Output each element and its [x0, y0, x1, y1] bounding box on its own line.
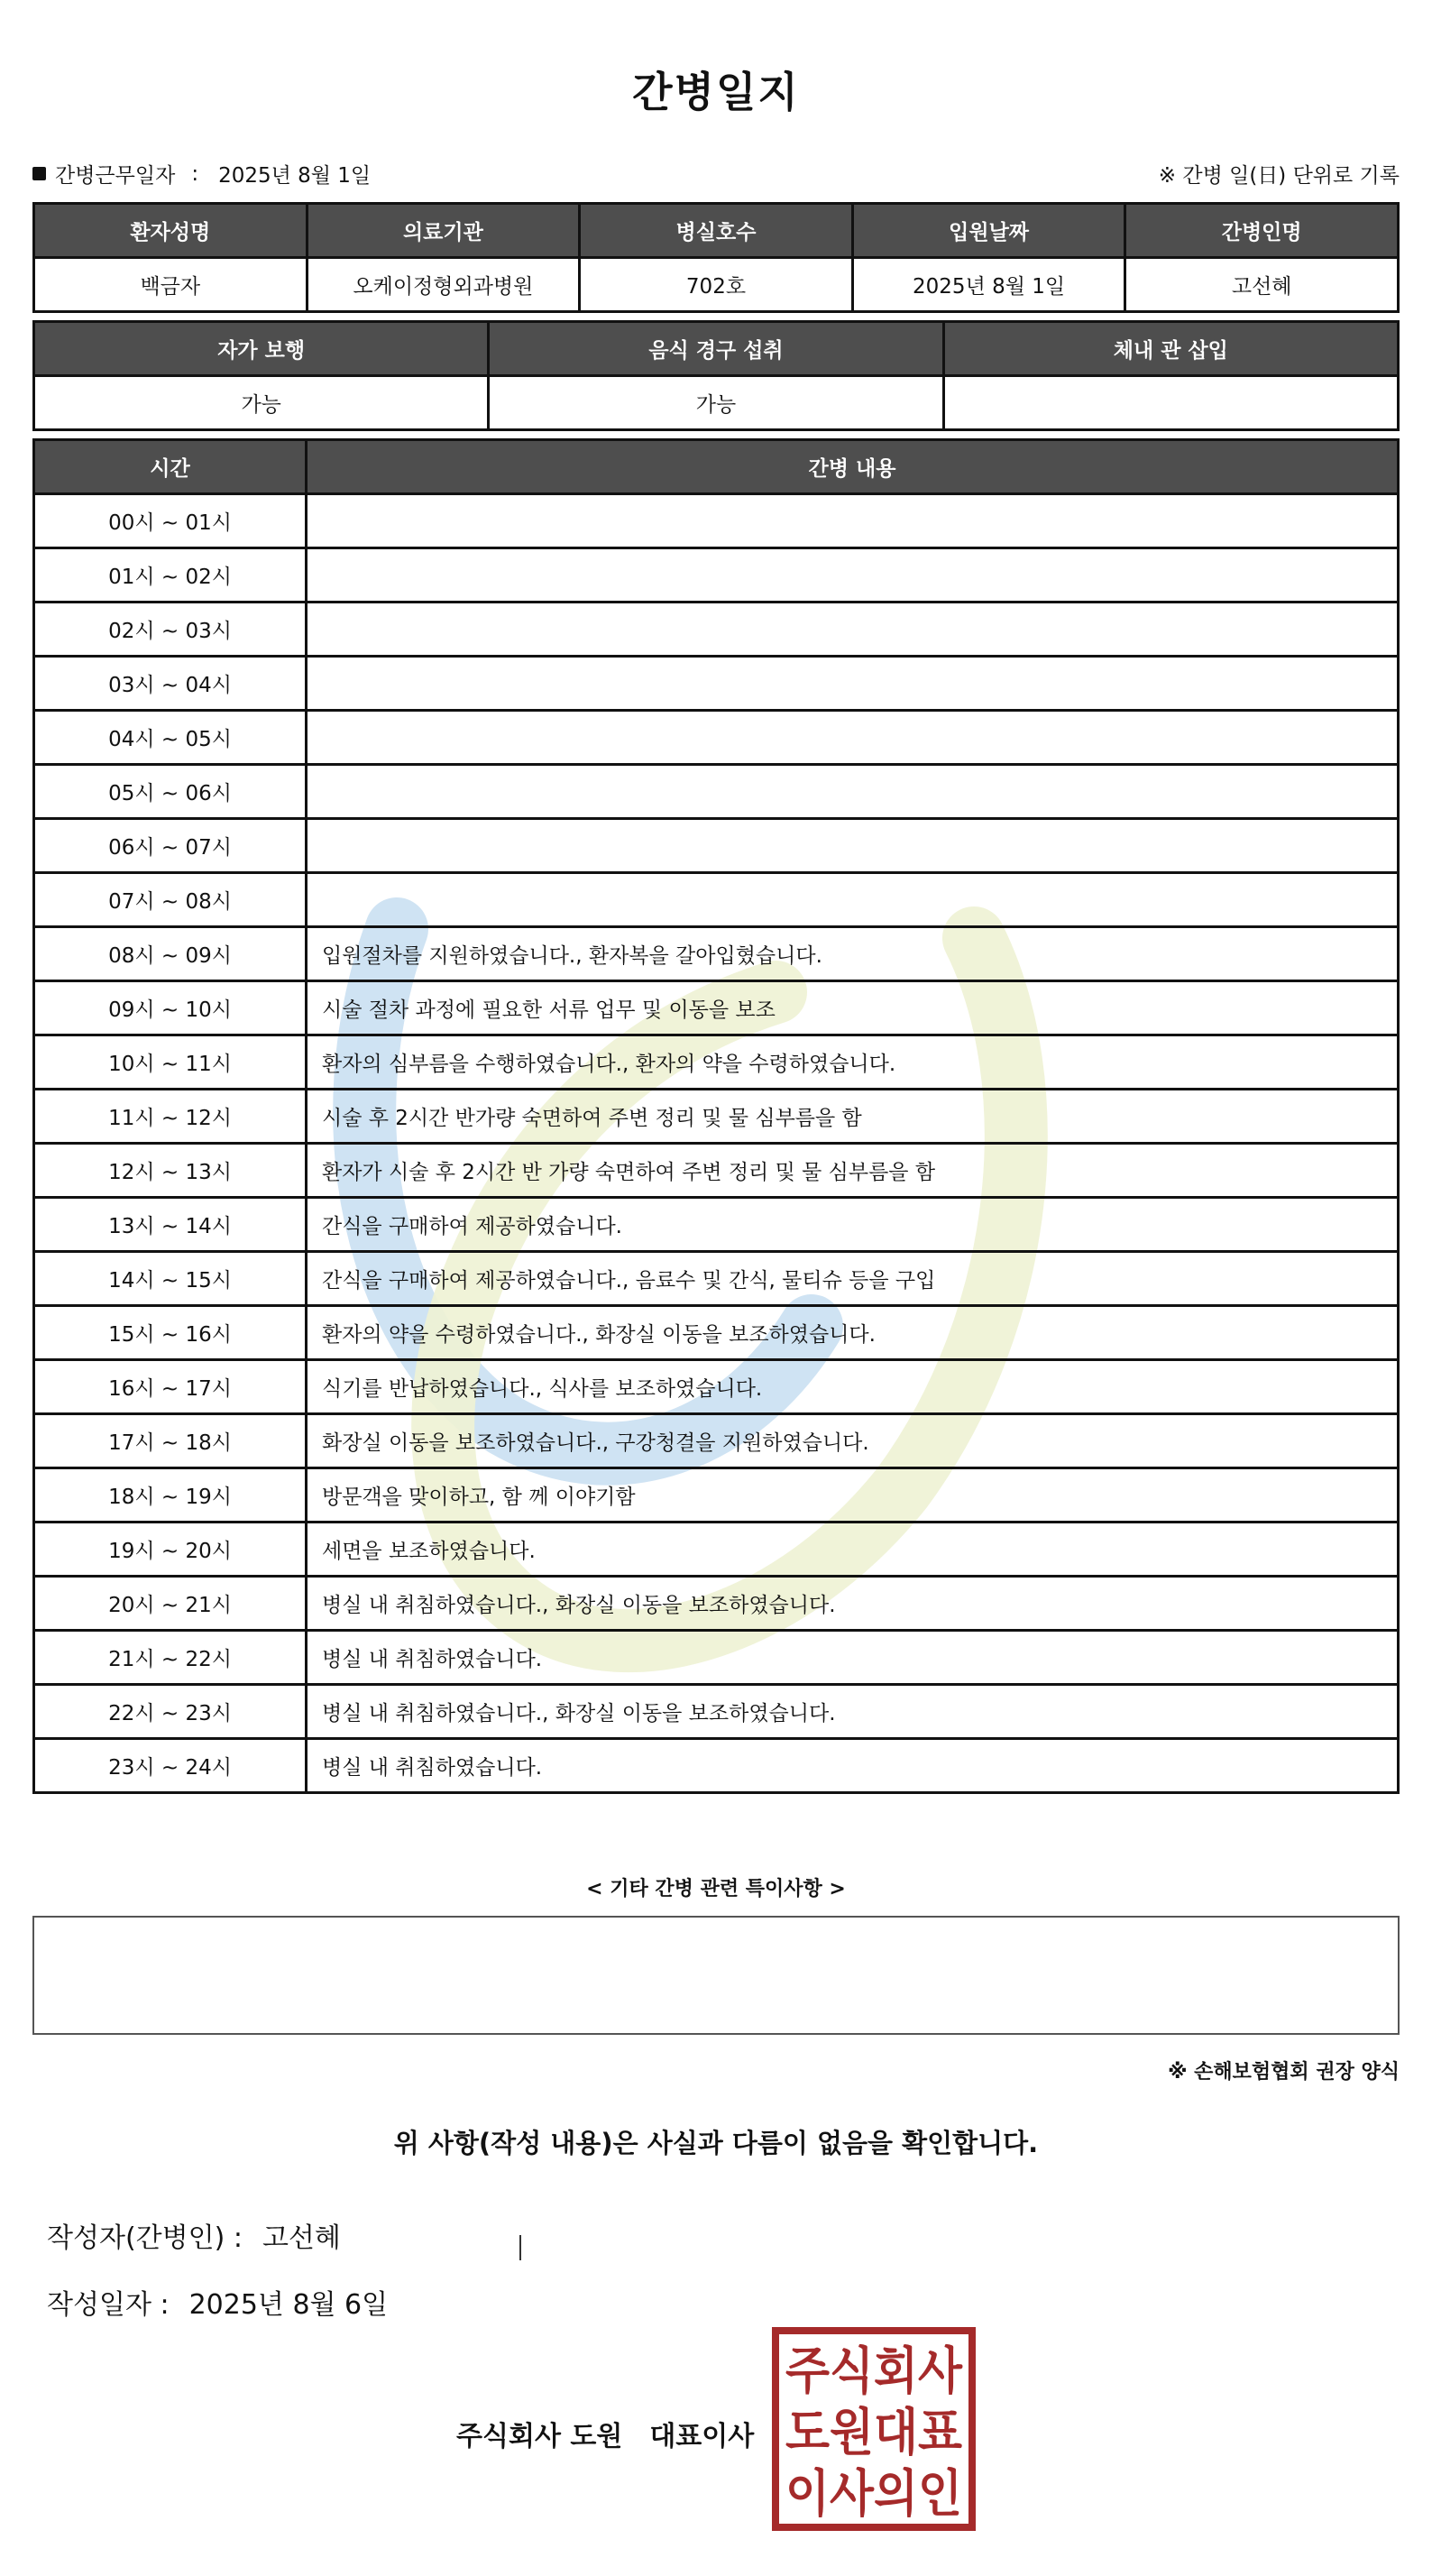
writer-line	[47, 2215, 341, 2255]
status-value-row	[34, 376, 1399, 430]
header-caregiver: 간병인명	[1125, 204, 1399, 258]
tube-insertion-value	[943, 376, 1398, 430]
log-row	[34, 981, 1399, 1035]
log-content: 환자의 심부름을 수행하였습니다., 환자의 약을 수령하였습니다.	[307, 1035, 1399, 1090]
notes-box	[32, 1916, 1400, 2035]
hospital-name: 오케이정형외과병원	[307, 258, 580, 312]
room-number: 702호	[580, 258, 853, 312]
hourly-log-table	[32, 438, 1400, 1794]
log-time: 13시 ~ 14시	[34, 1198, 307, 1252]
log-content	[307, 548, 1399, 603]
log-row	[34, 711, 1399, 765]
log-time: 10시 ~ 11시	[34, 1035, 307, 1090]
header-oral-intake: 음식 경구 섭취	[489, 322, 943, 376]
form-note: ※ 손해보험협회 권장 양식	[1168, 2061, 1400, 2084]
log-content: 환자의 약을 수령하였습니다., 화장실 이동을 보조하였습니다.	[307, 1306, 1399, 1360]
company-line	[456, 2414, 754, 2453]
log-time: 03시 ~ 04시	[34, 657, 307, 711]
header-room: 병실호수	[580, 204, 853, 258]
log-row	[34, 765, 1399, 819]
log-row	[34, 494, 1399, 548]
log-content: 식기를 반납하였습니다., 식사를 보조하였습니다.	[307, 1360, 1399, 1414]
log-row	[34, 1198, 1399, 1252]
log-time: 14시 ~ 15시	[34, 1252, 307, 1306]
log-time: 12시 ~ 13시	[34, 1144, 307, 1198]
log-time: 18시 ~ 19시	[34, 1468, 307, 1523]
written-date-line	[47, 2282, 388, 2322]
log-time: 19시 ~ 20시	[34, 1523, 307, 1577]
log-time: 23시 ~ 24시	[34, 1739, 307, 1793]
header-hospital: 의료기관	[307, 204, 580, 258]
log-row	[34, 548, 1399, 603]
header-admission-date: 입원날짜	[852, 204, 1125, 258]
log-row	[34, 1739, 1399, 1793]
log-time: 17시 ~ 18시	[34, 1414, 307, 1468]
writer-label: 작성자(간병인) :	[47, 2222, 243, 2254]
log-time: 05시 ~ 06시	[34, 765, 307, 819]
page-title: 간병일지	[632, 68, 800, 116]
log-time: 00시 ~ 01시	[34, 494, 307, 548]
log-content: 간식을 구매하여 제공하였습니다.	[307, 1198, 1399, 1252]
log-row	[34, 873, 1399, 927]
log-content: 간식을 구매하여 제공하였습니다., 음료수 및 간식, 물티슈 등을 구입	[307, 1252, 1399, 1306]
log-time: 21시 ~ 22시	[34, 1631, 307, 1685]
log-content	[307, 657, 1399, 711]
company-name: 주식회사 도원	[456, 2421, 623, 2452]
company-role: 대표이사	[649, 2421, 755, 2452]
log-content: 입원절차를 지원하였습니다., 환자복을 갈아입혔습니다.	[307, 927, 1399, 981]
log-time: 20시 ~ 21시	[34, 1577, 307, 1631]
patient-status-table	[32, 320, 1400, 431]
log-content	[307, 711, 1399, 765]
log-content: 세면을 보조하였습니다.	[307, 1523, 1399, 1577]
log-content	[307, 603, 1399, 657]
patient-name: 백금자	[34, 258, 308, 312]
patient-value-row	[34, 258, 1399, 312]
seal-line-3: 이사의인	[785, 2465, 962, 2524]
log-content: 화장실 이동을 보조하였습니다., 구강청결을 지원하였습니다.	[307, 1414, 1399, 1468]
log-content: 방문객을 맞이하고, 함 께 이야기함	[307, 1468, 1399, 1523]
log-content: 병실 내 취침하였습니다., 화장실 이동을 보조하였습니다.	[307, 1685, 1399, 1739]
log-time: 06시 ~ 07시	[34, 819, 307, 873]
self-walking-value: 가능	[34, 376, 489, 430]
log-time: 07시 ~ 08시	[34, 873, 307, 927]
log-time: 11시 ~ 12시	[34, 1090, 307, 1144]
bullet-square-icon	[32, 167, 46, 180]
writer-name: 고선혜	[262, 2222, 341, 2254]
notes-title: < 기타 간병 관련 특이사항 >	[586, 1878, 846, 1900]
log-row	[34, 603, 1399, 657]
log-row	[34, 1360, 1399, 1414]
log-content	[307, 765, 1399, 819]
log-row	[34, 1685, 1399, 1739]
work-date-separator: :	[191, 161, 199, 186]
log-content: 환자가 시술 후 2시간 반 가량 숙면하여 주변 정리 및 물 심부름을 함	[307, 1144, 1399, 1198]
log-row	[34, 1523, 1399, 1577]
log-content	[307, 819, 1399, 873]
header-care-content: 간병 내용	[307, 440, 1399, 494]
seal-line-2: 도원대표	[785, 2404, 962, 2462]
log-content	[307, 873, 1399, 927]
log-time: 15시 ~ 16시	[34, 1306, 307, 1360]
log-content: 병실 내 취침하였습니다.	[307, 1631, 1399, 1685]
company-seal-stamp	[772, 2327, 976, 2531]
log-time: 16시 ~ 17시	[34, 1360, 307, 1414]
log-header-row	[34, 440, 1399, 494]
caregiver-name: 고선혜	[1125, 258, 1399, 312]
log-content	[307, 494, 1399, 548]
log-content: 병실 내 취침하였습니다.	[307, 1739, 1399, 1793]
patient-info-table	[32, 202, 1400, 313]
written-date-label: 작성일자 :	[47, 2289, 170, 2321]
confirmation-statement: 위 사항(작성 내용)은 사실과 다름이 없음을 확인합니다.	[393, 2128, 1039, 2158]
written-date-value: 2025년 8월 6일	[188, 2289, 389, 2321]
admission-date: 2025년 8월 1일	[852, 258, 1125, 312]
log-row	[34, 1144, 1399, 1198]
log-content: 시술 절차 과정에 필요한 서류 업무 및 이동을 보조	[307, 981, 1399, 1035]
log-time: 09시 ~ 10시	[34, 981, 307, 1035]
log-row	[34, 1414, 1399, 1468]
log-row	[34, 1035, 1399, 1090]
header-time: 시간	[34, 440, 307, 494]
work-date-label: 간병근무일자	[55, 164, 176, 188]
log-body	[34, 494, 1399, 1793]
log-time: 02시 ~ 03시	[34, 603, 307, 657]
unit-note: ※ 간병 일(日) 단위로 기록	[1158, 164, 1400, 188]
log-row	[34, 819, 1399, 873]
log-time: 22시 ~ 23시	[34, 1685, 307, 1739]
header-self-walking: 자가 보행	[34, 322, 489, 376]
log-time: 08시 ~ 09시	[34, 927, 307, 981]
header-patient-name: 환자성명	[34, 204, 308, 258]
log-time: 04시 ~ 05시	[34, 711, 307, 765]
text-cursor	[519, 2235, 521, 2260]
log-content: 병실 내 취침하였습니다., 화장실 이동을 보조하였습니다.	[307, 1577, 1399, 1631]
log-row	[34, 1577, 1399, 1631]
work-date-value: 2025년 8월 1일	[218, 164, 372, 188]
header-tube-insertion: 체내 관 삽입	[943, 322, 1398, 376]
patient-header-row	[34, 204, 1399, 258]
log-row	[34, 1252, 1399, 1306]
log-row	[34, 1468, 1399, 1523]
log-row	[34, 1090, 1399, 1144]
oral-intake-value: 가능	[489, 376, 943, 430]
log-content: 시술 후 2시간 반가량 숙면하여 주변 정리 및 물 심부름을 함	[307, 1090, 1399, 1144]
log-row	[34, 1631, 1399, 1685]
status-header-row	[34, 322, 1399, 376]
seal-line-1: 주식회사	[785, 2342, 963, 2401]
log-time: 01시 ~ 02시	[34, 548, 307, 603]
log-row	[34, 927, 1399, 981]
work-date-line	[32, 159, 371, 189]
log-row	[34, 657, 1399, 711]
log-row	[34, 1306, 1399, 1360]
